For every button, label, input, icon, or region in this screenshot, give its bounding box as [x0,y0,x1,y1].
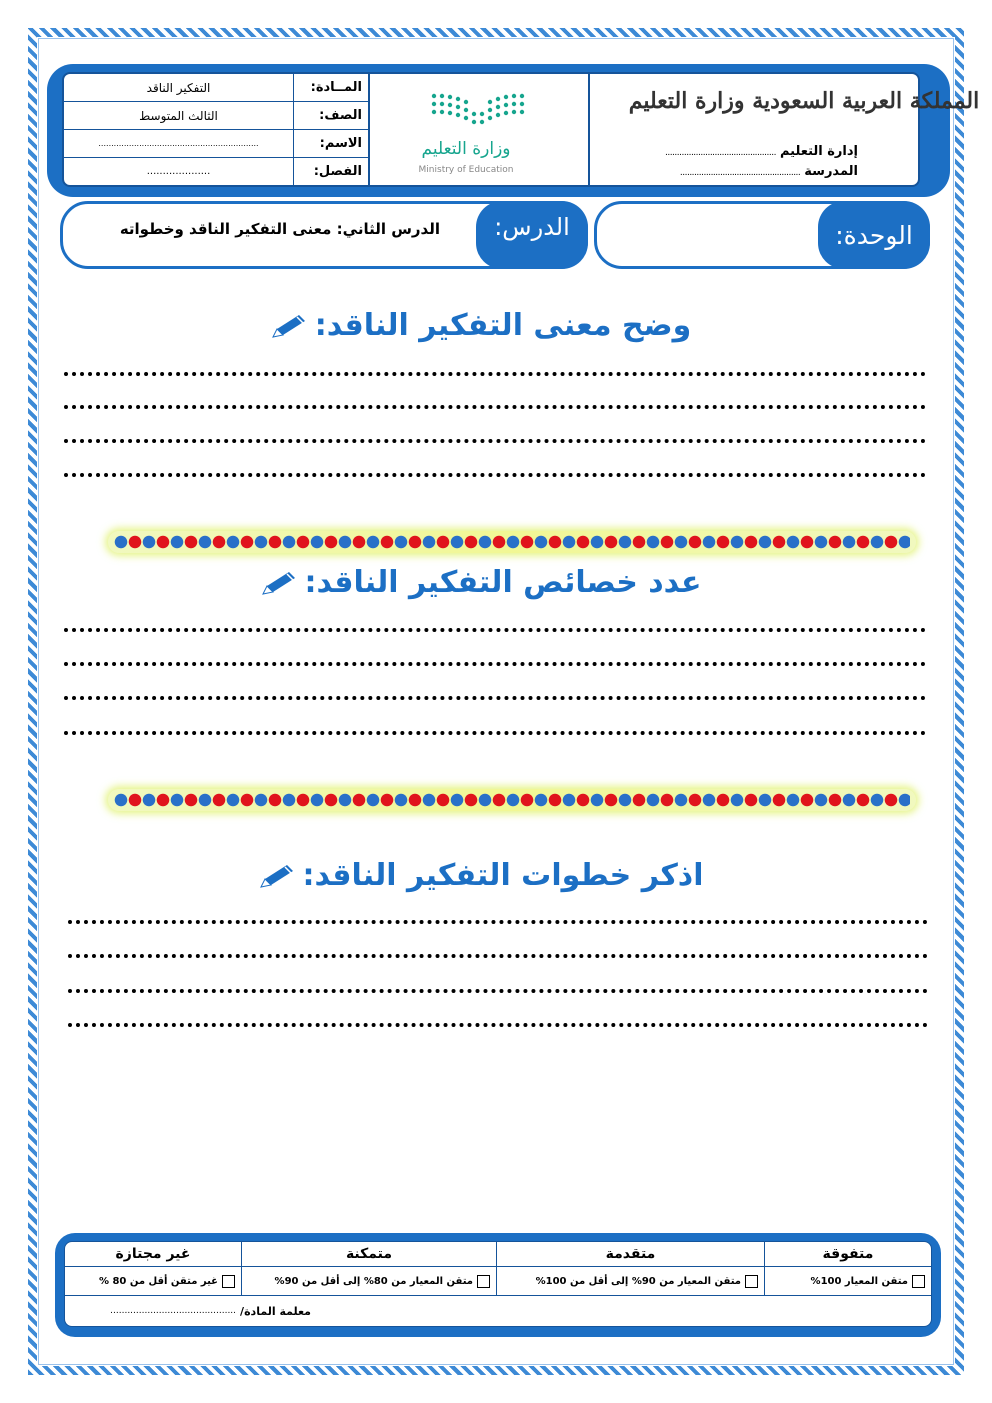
answer-line-3-4[interactable] [68,1023,928,1027]
question-1-title-row [100,308,860,343]
education-admin-label: إدارة التعليم [779,144,858,159]
pencil-icon [269,311,309,341]
rubric-table [64,1241,932,1327]
class-row [64,158,368,185]
teacher-row [65,1296,931,1326]
question-2-title-row [100,565,860,600]
kingdom-logo-line1: المملكة العربية السعودية وزارة التعليم [628,88,980,114]
question-3-title: اذكر خطوات التفكير الناقد: [302,858,704,893]
question-2-title: عدد خصائص التفكير الناقد: [304,565,702,600]
pencil-icon [259,568,299,598]
rubric-header-row [65,1242,931,1267]
rubric-level-2: متقدمة [496,1242,764,1266]
class-label: الفصل: [293,158,368,185]
answer-line-3-2[interactable] [68,954,928,958]
kingdom-logo [628,80,980,140]
rubric-option-1 [764,1267,931,1295]
answer-line-2-1[interactable] [64,628,926,632]
subject-value: التفكير الناقد [146,80,211,95]
rubric-desc-1: متقن المعيار 100% [810,1275,908,1287]
question-3-title-row [100,858,860,893]
moe-logo-arabic: وزارة التعليم [421,139,511,159]
bead-divider-1 [108,531,916,553]
rubric-option-2 [496,1267,764,1295]
checkbox-icon[interactable] [912,1275,925,1288]
rubric-level-3: متمكنة [241,1242,496,1266]
unit-label: الوحدة: [818,201,930,269]
school-dots[interactable]: ................................................... [679,168,801,178]
answer-line-2-3[interactable] [64,696,926,700]
bead-divider-2 [108,789,916,811]
grade-value: الثالث المتوسط [139,108,218,123]
teacher-label: معلمة المادة/ [240,1304,311,1318]
moe-logo [396,82,566,182]
student-info-table [64,74,368,185]
education-admin-line [665,144,858,159]
answer-line-1-3[interactable] [64,439,926,443]
header-box [62,72,980,187]
school-label: المدرسة [804,164,858,179]
answer-line-2-4[interactable] [64,731,926,735]
name-label: الاسم: [293,130,368,157]
rubric-desc-4: غير متقن أقل من 80 % [98,1275,218,1287]
answer-line-3-3[interactable] [68,989,928,993]
kingdom-block [588,74,980,185]
checkbox-icon[interactable] [222,1275,235,1288]
grade-label: الصف: [293,102,368,129]
rubric-desc-2: متقن المعيار من 90% إلى أقل من 100% [535,1275,741,1287]
checkbox-icon[interactable] [745,1275,758,1288]
education-admin-dots[interactable]: ............................................... [664,148,776,158]
moe-logo-dots [432,94,524,124]
lesson-title: الدرس الثاني: معنى التفكير الناقد وخطواته [119,220,440,238]
answer-line-1-1[interactable] [64,372,926,376]
moe-logo-english: Ministry of Education [418,165,514,175]
answer-line-1-4[interactable] [64,473,926,477]
answer-line-3-1[interactable] [68,920,928,924]
name-row [64,130,368,158]
rubric-level-4: غير مجتازة [115,1246,191,1262]
moe-block [368,74,588,185]
school-line [680,164,858,179]
pencil-icon [257,861,297,891]
lesson-label: الدرس: [476,201,588,269]
question-1-title: وضح معنى التفكير الناقد: [314,308,692,343]
class-field[interactable]: .................... [146,166,211,177]
teacher-field[interactable]: ............................................ [110,1306,237,1316]
rubric-option-3 [241,1267,496,1295]
subject-row [64,74,368,102]
rubric-desc-3: متقن المعيار من 80% إلى أقل من 90% [274,1275,473,1287]
rubric-desc-row [65,1267,931,1296]
rubric-level-1: متفوقة [764,1242,931,1266]
answer-line-1-2[interactable] [64,405,926,409]
subject-label: المــادة: [293,74,368,101]
name-field[interactable]: ............................................................... [98,139,259,148]
grade-row [64,102,368,130]
checkbox-icon[interactable] [477,1275,490,1288]
answer-line-2-2[interactable] [64,662,926,666]
rubric-option-4 [65,1267,241,1295]
